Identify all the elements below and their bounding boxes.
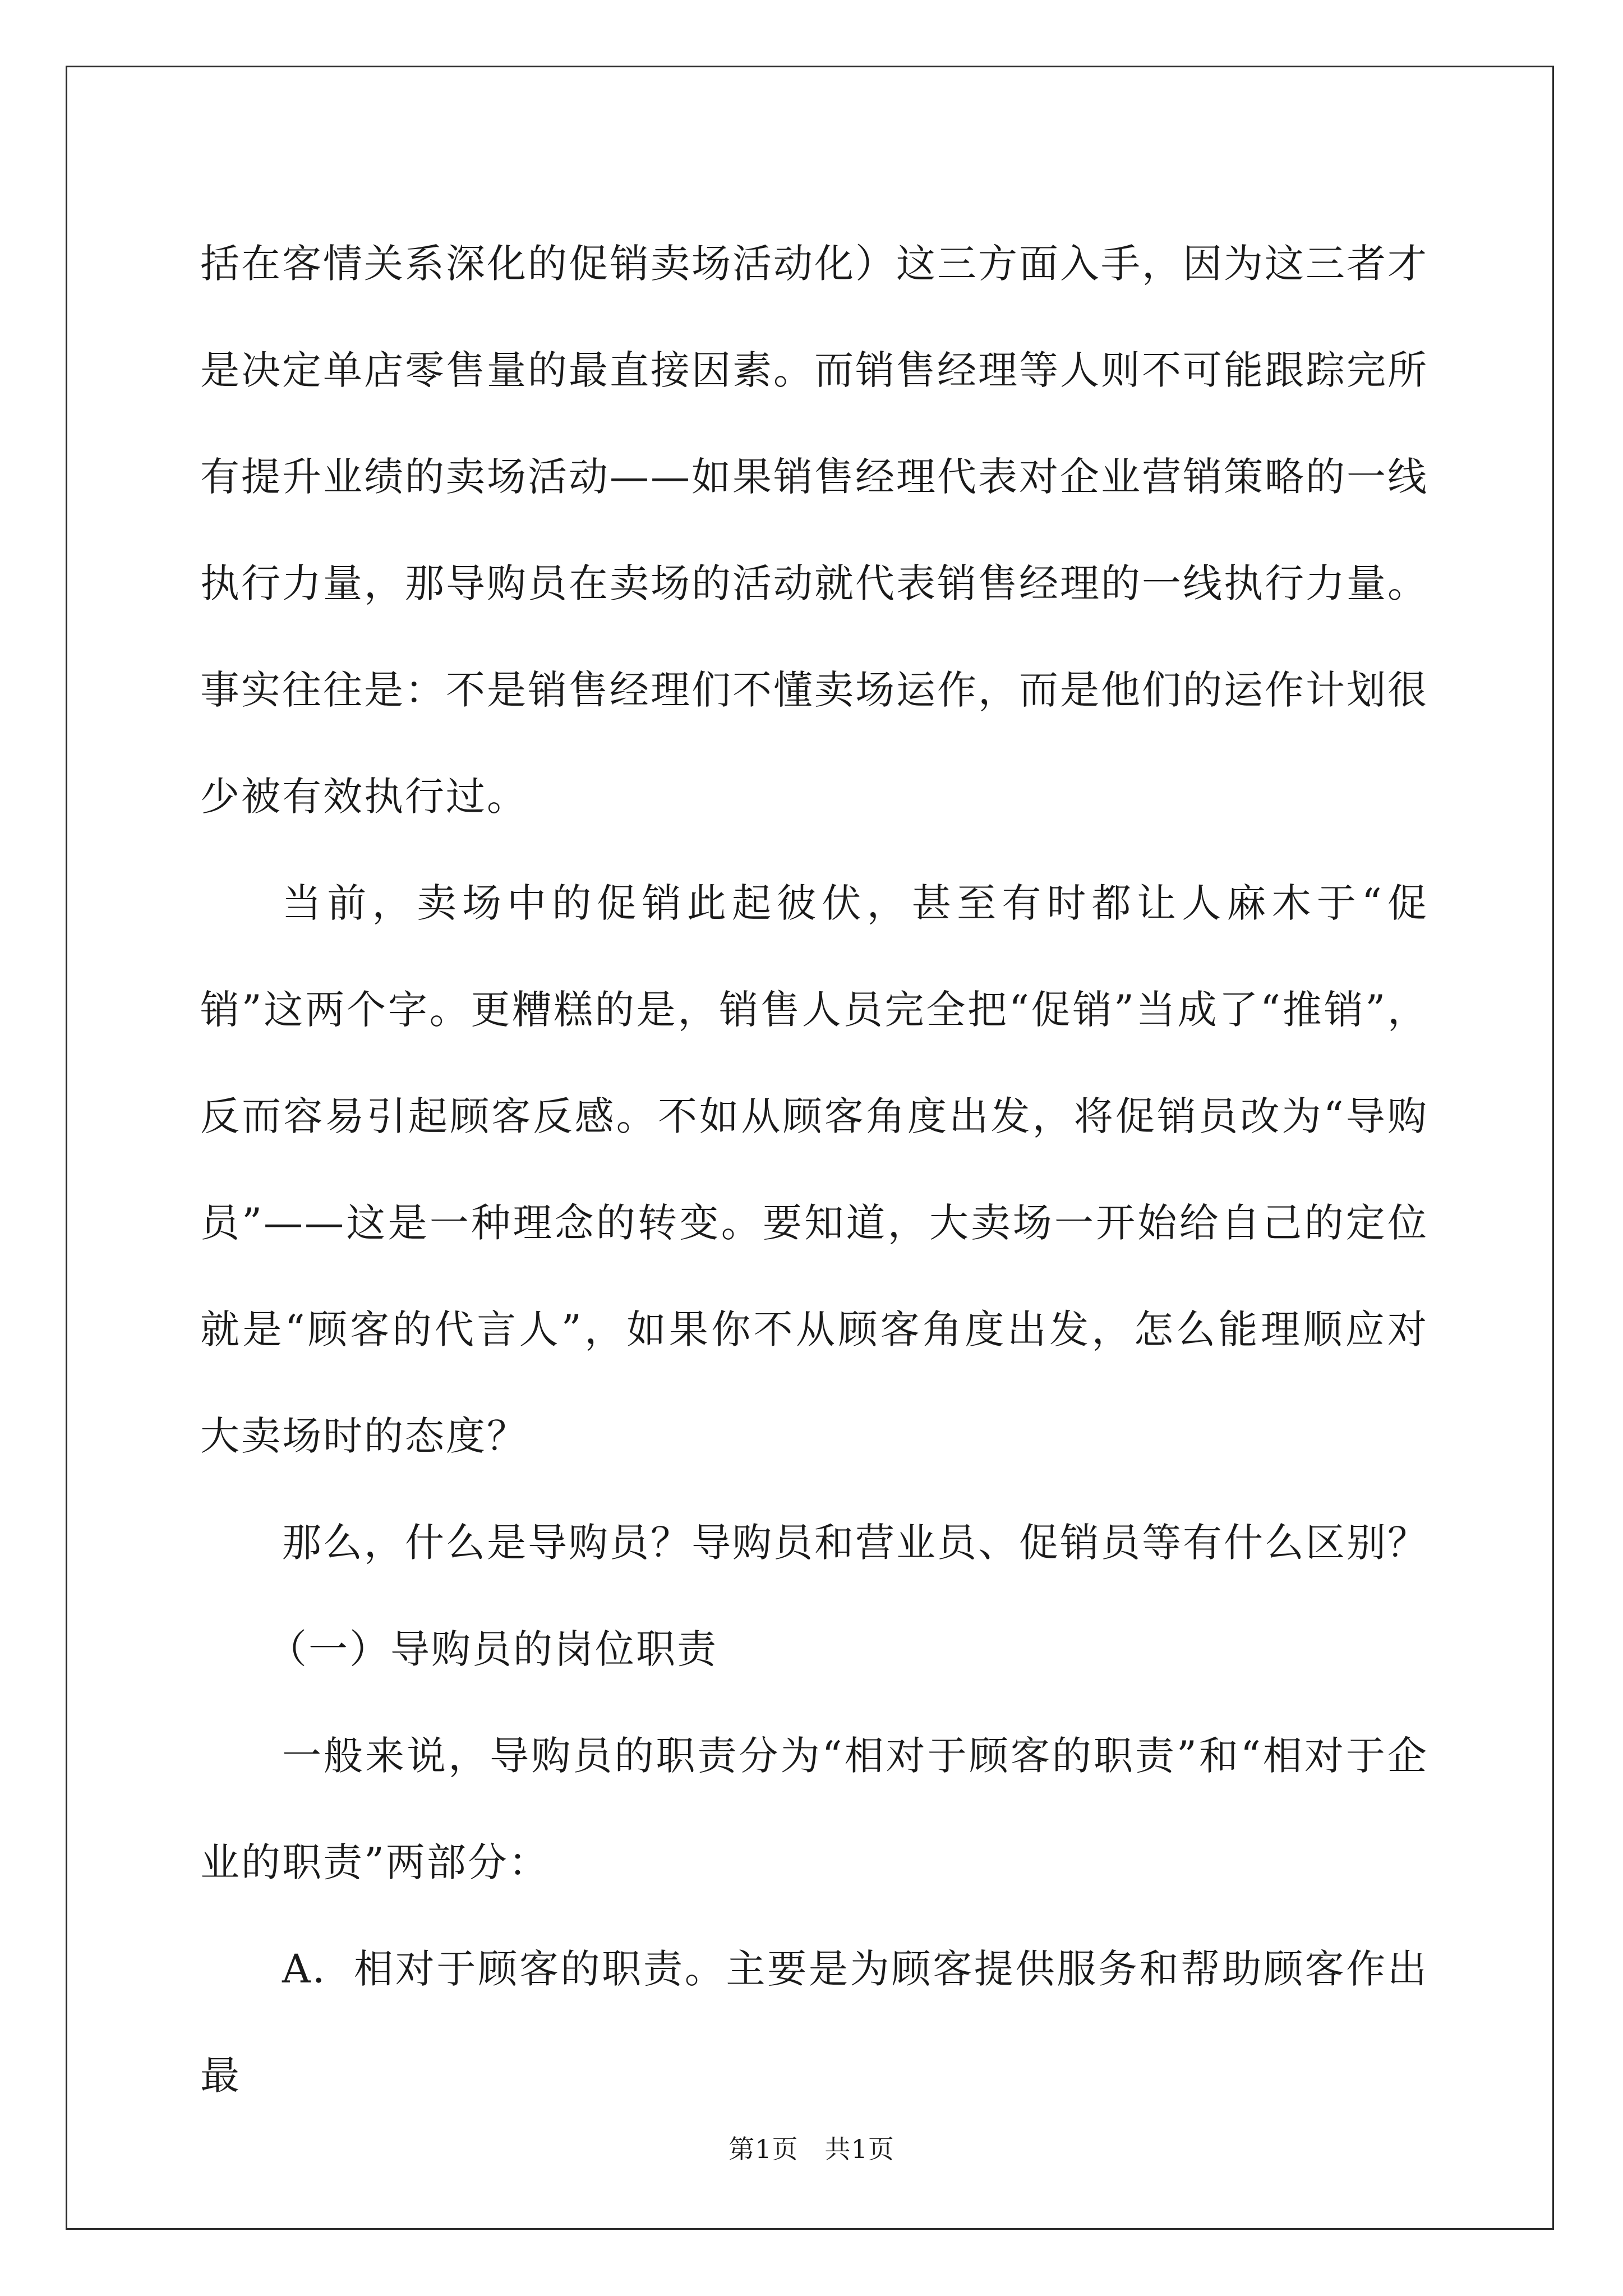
paragraph-promotion: 当前，卖场中的促销此起彼伏，甚至有时都让人麻木于“促销”这两个字。更糟糕的是，销售人员完全把“促销”当成了“推销”，反而容易引起顾客反感。不如从顾客角度出发，将促销员改为“导购员”——这是一种理念的转变。要知道，大卖场一开始给自己的定位就是“顾客的代言人”，如果你不从顾客角度出发，怎么能理顺应对大卖场时的态度？ <box>200 880 1428 1459</box>
document-body <box>200 210 1428 2129</box>
paragraph-question: 那么，什么是导购员？导购员和营业员、促销员等有什么区别？ <box>282 1520 1428 1566</box>
paragraph-customer-duties: A．相对于顾客的职责。主要是为顾客提供服务和帮助顾客作出最 <box>200 1946 1428 2099</box>
page-number: 第1页 <box>728 2134 799 2164</box>
page-footer <box>0 2129 1623 2166</box>
section-heading: （一）导购员的岗位职责 <box>268 1626 718 1672</box>
footer-spacer <box>799 2134 825 2164</box>
paragraph-duties-intro: 一般来说，导购员的职责分为“相对于顾客的职责”和“相对于企业的职责”两部分： <box>200 1733 1428 1885</box>
page-total: 共1页 <box>824 2134 895 2164</box>
paragraph-continuation: 括在客情关系深化的促销卖场活动化）这三方面入手，因为这三者才是决定单店零售量的最直接因素。而销售经理等人则不可能跟踪完所有提升业绩的卖场活动——如果销售经理代表对企业营销策略的一线执行力量，那导购员在卖场的活动就代表销售经理的一线执行力量。事实往往是：不是销售经理们不懂卖场运作，而是他们的运作计划很少被有效执行过。 <box>200 241 1428 820</box>
